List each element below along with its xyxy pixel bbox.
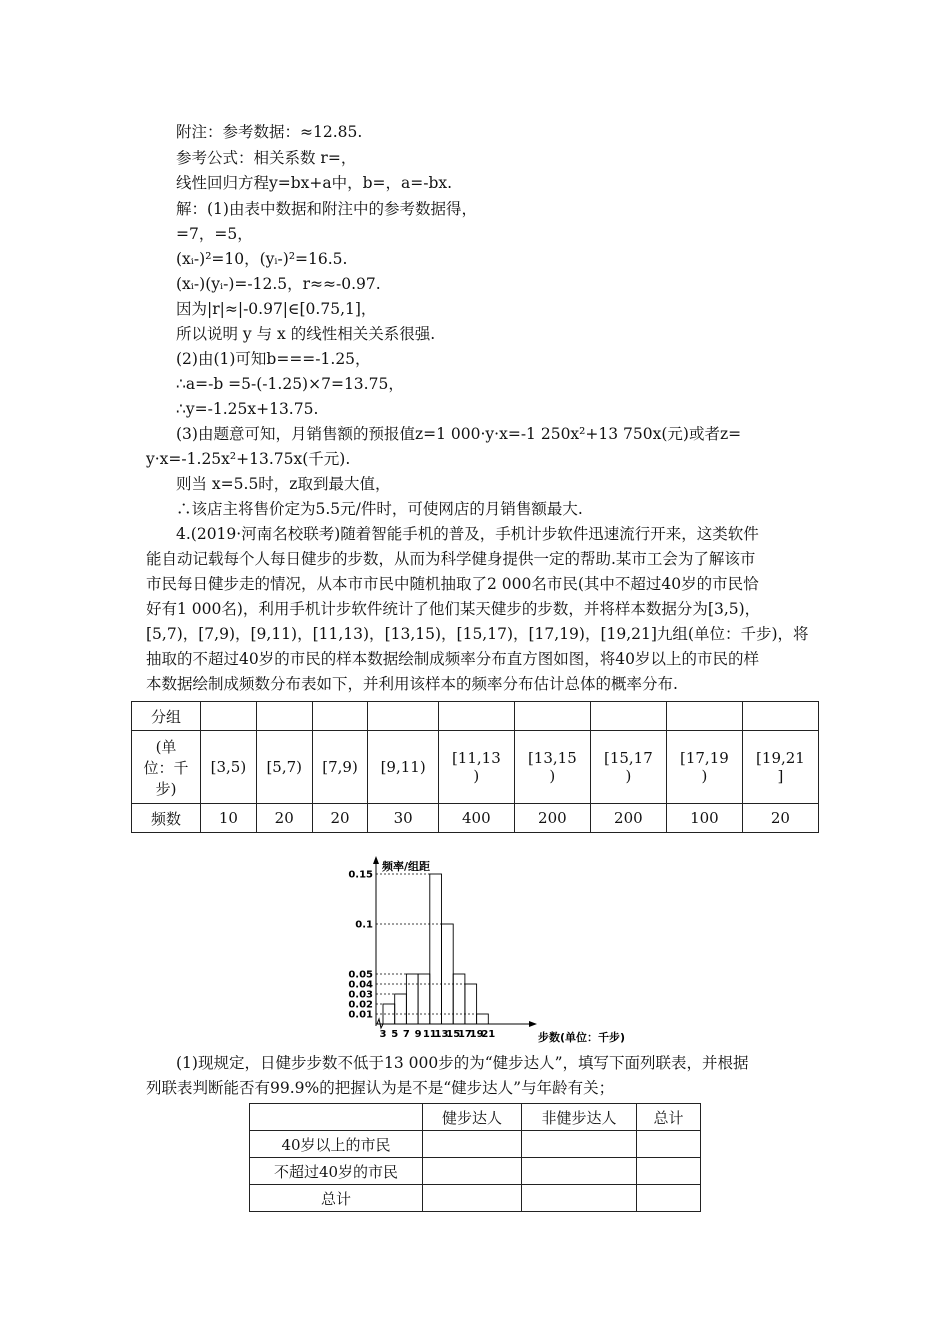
table-header: 非健步达人 [522, 1104, 637, 1131]
y-tick-label: 0.01 [348, 1009, 373, 1021]
x-tick-label: 9 [414, 1029, 422, 1040]
table-header: (单 位：千 步) [132, 731, 201, 804]
y-tick-label: 0.05 [348, 969, 373, 981]
table-cell[interactable] [637, 1185, 701, 1212]
text-line: 解：(1)由表中数据和附注中的参考数据得， [176, 200, 477, 218]
bar [418, 974, 430, 1024]
table-cell: 20 [312, 804, 368, 833]
text-line: (3)由题意可知，月销售额的预报值z=1 000·y·x=-1 250x²+13 750x(元)或者z= [176, 425, 742, 443]
table-header: 总计 [637, 1104, 701, 1131]
row-header: 总计 [250, 1185, 423, 1212]
y-axis-arrow [373, 856, 379, 864]
table-cell: 10 [201, 804, 257, 833]
x-tick-label: 3 [379, 1029, 387, 1040]
text-line: ∴该店主将售价定为5.5元/件时，可使网店的月销售额最大. [176, 500, 583, 518]
bar [477, 1014, 489, 1024]
text-line: y·x=-1.25x²+13.75x(千元). [146, 450, 351, 468]
text-line: ∴a=-b =5-(-1.25)×7=13.75， [176, 375, 404, 393]
y-tick-label: 0.03 [348, 989, 373, 1001]
contingency-table [249, 1103, 701, 1212]
bar [465, 984, 477, 1024]
table-cell[interactable] [522, 1131, 637, 1158]
table-cell: [3,5) [201, 731, 257, 804]
table-cell: 20 [742, 804, 818, 833]
y-tick-label: 0.02 [348, 999, 373, 1011]
table-cell: [9,11) [368, 731, 438, 804]
text-line: 附注：参考数据：≈12.85. [176, 123, 363, 141]
x-tick-label: 7 [402, 1029, 410, 1040]
bar [442, 924, 454, 1024]
bar [395, 994, 407, 1024]
table-cell: [7,9) [312, 731, 368, 804]
table-cell[interactable] [522, 1158, 637, 1185]
x-tick-label: 5 [391, 1029, 399, 1040]
bar [430, 874, 442, 1024]
table-cell: [15,17 ) [590, 731, 666, 804]
x-tick-label: 21 [481, 1029, 496, 1040]
frequency-histogram [338, 852, 648, 1050]
table-cell: [19,21 ] [742, 731, 818, 804]
table-cell: [17,19 ) [666, 731, 742, 804]
table-header [250, 1104, 423, 1131]
y-axis-label: 频率/组距 [382, 860, 431, 873]
bar [406, 974, 418, 1024]
table-cell: [5,7) [256, 731, 312, 804]
text-line: 线性回归方程y=bx+a中，b=，a=-bx. [176, 174, 453, 192]
text-line: [5,7)，[7,9)，[9,11)，[11,13)，[13,15)，[15,17)，[17,19)，[19,21]九组(单位：千步)，将 [146, 625, 809, 643]
table-cell: 400 [438, 804, 514, 833]
bar [453, 974, 465, 1024]
text-line: 抽取的不超过40岁的市民的样本数据绘制成频率分布直方图如图，将40岁以上的市民的样 [146, 650, 759, 668]
table-cell: 200 [514, 804, 590, 833]
frequency-table [131, 701, 819, 833]
table-cell[interactable] [423, 1158, 522, 1185]
table-cell: 30 [368, 804, 438, 833]
x-axis-label: 步数(单位：千步) [538, 1031, 626, 1044]
table-header: 频数 [132, 804, 201, 833]
x-tick-label: 19 [469, 1029, 484, 1040]
x-axis-arrow [529, 1021, 537, 1027]
y-tick-label: 0.1 [355, 919, 373, 931]
table-cell: 200 [590, 804, 666, 833]
text-line: 因为|r|≈|-0.97|∈[0.75,1]， [176, 300, 377, 318]
x-tick-label: 15 [446, 1029, 461, 1040]
text-line: =7，=5， [176, 225, 253, 243]
table-header: 分组 [132, 702, 201, 731]
text-line: 列联表判断能否有99.9%的把握认为是不是“健步达人”与年龄有关； [146, 1079, 615, 1097]
table-cell: 20 [256, 804, 312, 833]
y-tick-label: 0.04 [348, 979, 373, 991]
text-line: (2)由(1)可知b===-1.25， [176, 350, 371, 368]
text-line: 能自动记载每个人每日健步的步数，从而为科学健身提供一定的帮助.某市工会为了解该市 [146, 550, 756, 568]
table-cell[interactable] [423, 1185, 522, 1212]
text-line: 好有1 000名)，利用手机计步软件统计了他们某天健步的步数，并将样本数据分为[3,5)， [146, 600, 761, 618]
table-cell: 100 [666, 804, 742, 833]
x-tick-label: 13 [434, 1029, 449, 1040]
text-line: (xᵢ-)(yᵢ-)=-12.5，r≈≈-0.97. [176, 275, 381, 293]
text-line: 参考公式：相关系数 r=， [176, 149, 357, 167]
text-line: (xᵢ-)²=10，(yᵢ-)²=16.5. [176, 250, 348, 268]
table-cell[interactable] [637, 1131, 701, 1158]
table-cell[interactable] [423, 1131, 522, 1158]
y-tick-label: 0.15 [348, 869, 373, 881]
table-cell[interactable] [637, 1158, 701, 1185]
x-tick-label: 17 [457, 1029, 472, 1040]
text-line: 本数据绘制成频数分布表如下，并利用该样本的频率分布估计总体的概率分布. [146, 675, 678, 693]
x-tick-label: 11 [422, 1029, 437, 1040]
row-header: 不超过40岁的市民 [250, 1158, 423, 1185]
table-cell: [11,13 ) [438, 731, 514, 804]
text-line: ∴y=-1.25x+13.75. [176, 400, 319, 418]
table-cell[interactable] [522, 1185, 637, 1212]
text-line: 市民每日健步走的情况，从本市市民中随机抽取了2 000名市民(其中不超过40岁的市民恰 [146, 575, 759, 593]
table-header: 健步达人 [423, 1104, 522, 1131]
table-cell: [13,15 ) [514, 731, 590, 804]
text-line: 所以说明 y 与 x 的线性相关关系很强. [176, 325, 436, 343]
text-line: 4.(2019·河南名校联考)随着智能手机的普及，手机计步软件迅速流行开来，这类软件 [176, 525, 759, 543]
text-line: (1)现规定，日健步步数不低于13 000步的为“健步达人”，填写下面列联表，并根据 [176, 1054, 749, 1072]
text-line: 则当 x=5.5时，z取到最大值， [176, 475, 391, 493]
row-header: 40岁以上的市民 [250, 1131, 423, 1158]
